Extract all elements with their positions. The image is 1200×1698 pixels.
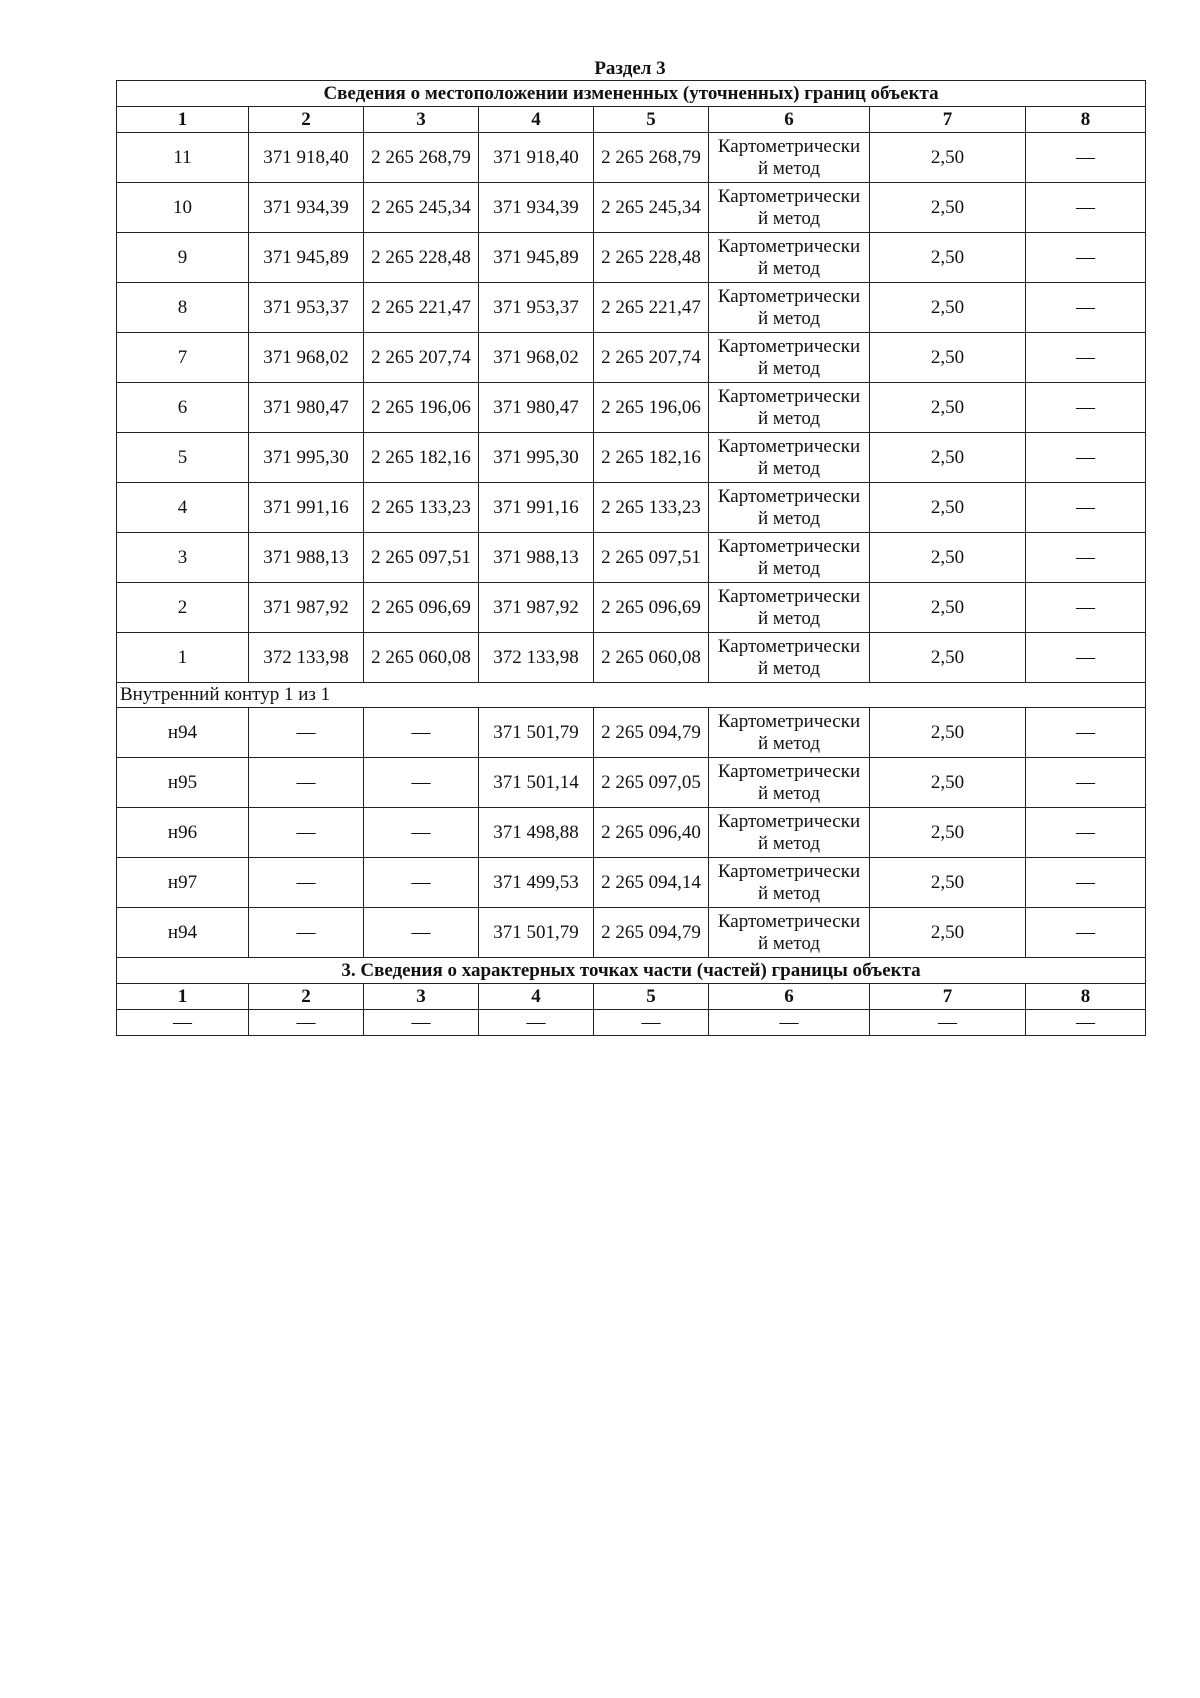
table-row [117,633,1146,683]
table-cell: — [364,708,479,758]
table-cell: 6 [117,383,249,433]
method-text: й метод [757,732,821,754]
table-cell: — [1026,433,1146,483]
table-cell: — [709,1010,870,1036]
method-text: й метод [757,832,821,854]
table-cell: — [364,808,479,858]
table-cell: — [1026,758,1146,808]
table-cell: 2 265 182,16 [594,433,709,483]
table-cell: 2 265 228,48 [594,233,709,283]
method-cell [709,583,870,633]
table-cell: — [364,858,479,908]
table-cell: 2,50 [870,233,1026,283]
table-cell: — [1026,908,1146,958]
table-cell: 371 995,30 [479,433,594,483]
table-cell: — [364,908,479,958]
table-cell: — [249,758,364,808]
table-cell: н97 [117,858,249,908]
method-text: Картометрически [717,810,861,832]
table-cell: — [249,1010,364,1036]
table-cell: 2 265 268,79 [594,133,709,183]
table-cell: 2 265 094,14 [594,858,709,908]
table-cell: 2,50 [870,433,1026,483]
method-cell [709,283,870,333]
method-cell [709,383,870,433]
method-text: й метод [757,157,821,179]
method-cell [709,533,870,583]
table-cell: 371 934,39 [249,183,364,233]
table-cell: 371 918,40 [249,133,364,183]
table-cell: — [479,1010,594,1036]
method-cell [709,908,870,958]
column-number: 1 [117,107,249,133]
table-cell: 1 [117,633,249,683]
method-text: й метод [757,207,821,229]
table-cell: — [117,1010,249,1036]
table-cell: 2,50 [870,633,1026,683]
section-title: Сведения о местоположении измененных (уточненных) границ объекта [117,81,1146,107]
table-cell: н95 [117,758,249,808]
column-number: 3 [364,107,479,133]
table-cell: — [1026,383,1146,433]
table-cell: 8 [117,283,249,333]
table-cell: — [364,1010,479,1036]
table-row [117,533,1146,583]
section-title: 3. Сведения о характерных точках части (частей) границы объекта [117,958,1146,984]
table-cell: 2,50 [870,708,1026,758]
method-cell [709,808,870,858]
table-cell: 371 987,92 [249,583,364,633]
column-number: 2 [249,984,364,1010]
contour-label: Внутренний контур 1 из 1 [117,683,1146,708]
method-text: Картометрически [717,535,861,557]
table-cell: 371 968,02 [479,333,594,383]
method-text: й метод [757,782,821,804]
table-cell: 2,50 [870,283,1026,333]
table-cell: 2,50 [870,808,1026,858]
table-row [117,283,1146,333]
column-number-row [117,107,1146,133]
table-cell: 2 265 097,05 [594,758,709,808]
table-cell: 2 265 228,48 [364,233,479,283]
table-cell: 371 953,37 [479,283,594,333]
empty-data-row [117,1010,1146,1036]
table-cell: 371 980,47 [479,383,594,433]
method-text: й метод [757,407,821,429]
column-number-row [117,984,1146,1010]
table-row [117,708,1146,758]
table-cell: н94 [117,708,249,758]
table-cell: 371 945,89 [249,233,364,283]
table-cell: 371 501,79 [479,908,594,958]
method-text: й метод [757,607,821,629]
table-cell: 371 945,89 [479,233,594,283]
table-row [117,483,1146,533]
table-cell: 2,50 [870,483,1026,533]
table-row [117,333,1146,383]
table-cell: 2 265 060,08 [364,633,479,683]
table-cell: 2 [117,583,249,633]
table-row [117,433,1146,483]
method-text: Картометрически [717,485,861,507]
column-number: 1 [117,984,249,1010]
method-text: й метод [757,657,821,679]
table-cell: — [1026,533,1146,583]
table-row [117,183,1146,233]
table-cell: 2 265 207,74 [364,333,479,383]
table-cell: 2 265 245,34 [594,183,709,233]
table-cell: 9 [117,233,249,283]
table-row [117,233,1146,283]
table-cell: 5 [117,433,249,483]
table-cell: — [1026,583,1146,633]
table-cell: 2,50 [870,333,1026,383]
method-cell [709,433,870,483]
table-cell: 371 995,30 [249,433,364,483]
method-text: Картометрически [717,285,861,307]
table-cell: 371 987,92 [479,583,594,633]
table-cell: н94 [117,908,249,958]
table-cell: 2,50 [870,533,1026,583]
table-cell: — [1026,483,1146,533]
table-cell: 10 [117,183,249,233]
table-cell: 371 501,14 [479,758,594,808]
method-text: Картометрически [717,860,861,882]
column-number: 7 [870,107,1026,133]
table-cell: 371 498,88 [479,808,594,858]
method-text: Картометрически [717,760,861,782]
method-text: Картометрически [717,385,861,407]
table-cell: — [1026,633,1146,683]
table-cell: 2 265 196,06 [364,383,479,433]
method-text: Картометрически [717,435,861,457]
column-number: 4 [479,984,594,1010]
table-cell: — [1026,233,1146,283]
table-cell: 2 265 097,51 [594,533,709,583]
table-row [117,858,1146,908]
table-cell: 2 265 096,69 [364,583,479,633]
table-cell: 371 988,13 [249,533,364,583]
table-cell: 371 934,39 [479,183,594,233]
method-text: Картометрически [717,335,861,357]
table-cell: 2 265 196,06 [594,383,709,433]
table-cell: 2 265 094,79 [594,908,709,958]
table-cell: — [1026,183,1146,233]
table-cell: 371 991,16 [479,483,594,533]
method-text: й метод [757,932,821,954]
column-number: 5 [594,107,709,133]
table-cell: 2 265 221,47 [594,283,709,333]
table-row [117,908,1146,958]
method-cell [709,333,870,383]
column-number: 3 [364,984,479,1010]
table-cell: 371 968,02 [249,333,364,383]
method-text: й метод [757,257,821,279]
table-cell: — [1026,283,1146,333]
table-cell: 7 [117,333,249,383]
table-cell: — [249,858,364,908]
method-cell [709,233,870,283]
table-cell: 2,50 [870,758,1026,808]
table-cell: 2,50 [870,858,1026,908]
column-number: 4 [479,107,594,133]
table-cell: 371 501,79 [479,708,594,758]
table-cell: — [1026,1010,1146,1036]
page-title: Раздел 3 [594,58,666,79]
table-cell: 2,50 [870,583,1026,633]
section-title-row [117,81,1146,107]
table-cell: 2 265 182,16 [364,433,479,483]
table-cell: 2 265 133,23 [594,483,709,533]
column-number: 5 [594,984,709,1010]
table-cell: н96 [117,808,249,858]
table-cell: 2 265 245,34 [364,183,479,233]
method-text: Картометрически [717,910,861,932]
table-cell: 371 980,47 [249,383,364,433]
method-text: й метод [757,357,821,379]
table-cell: 2,50 [870,908,1026,958]
table-cell: 2 265 094,79 [594,708,709,758]
method-text: Картометрически [717,135,861,157]
table-cell: 2 265 096,40 [594,808,709,858]
table-cell: 2 265 060,08 [594,633,709,683]
column-number: 7 [870,984,1026,1010]
table-cell: 371 953,37 [249,283,364,333]
table-cell: 371 988,13 [479,533,594,583]
method-cell [709,133,870,183]
table-cell: — [249,708,364,758]
method-text: Картометрически [717,185,861,207]
table-cell: 4 [117,483,249,533]
method-cell [709,858,870,908]
table-cell: — [1026,858,1146,908]
table-cell: 371 918,40 [479,133,594,183]
section-title-row [117,958,1146,984]
table-cell: 2 265 221,47 [364,283,479,333]
table-cell: 11 [117,133,249,183]
method-text: й метод [757,307,821,329]
table-cell: — [1026,133,1146,183]
method-text: й метод [757,882,821,904]
method-cell [709,758,870,808]
method-text: Картометрически [717,635,861,657]
table-cell: 2,50 [870,133,1026,183]
table-cell: 3 [117,533,249,583]
table-cell: 2 265 268,79 [364,133,479,183]
coordinates-table [116,80,1146,1036]
column-number: 6 [709,107,870,133]
table-row [117,758,1146,808]
table-cell: 372 133,98 [249,633,364,683]
method-cell [709,183,870,233]
column-number: 8 [1026,107,1146,133]
method-cell [709,633,870,683]
method-text: й метод [757,507,821,529]
column-number: 2 [249,107,364,133]
table-cell: 2 265 097,51 [364,533,479,583]
table-cell: — [1026,333,1146,383]
table-cell: — [870,1010,1026,1036]
table-cell: 2 265 096,69 [594,583,709,633]
table-row [117,808,1146,858]
table-cell: — [249,908,364,958]
table-row [117,133,1146,183]
table-cell: 2,50 [870,383,1026,433]
table-cell: 371 499,53 [479,858,594,908]
method-cell [709,483,870,533]
method-text: Картометрически [717,710,861,732]
table-cell: 371 991,16 [249,483,364,533]
table-cell: — [249,808,364,858]
method-cell [709,708,870,758]
table-cell: — [1026,808,1146,858]
column-number: 6 [709,984,870,1010]
table-cell: — [364,758,479,808]
table-cell: 2 265 207,74 [594,333,709,383]
table-cell: 2 265 133,23 [364,483,479,533]
method-text: Картометрически [717,585,861,607]
table-cell: 2,50 [870,183,1026,233]
table-cell: — [1026,708,1146,758]
table-row [117,583,1146,633]
column-number: 8 [1026,984,1146,1010]
method-text: Картометрически [717,235,861,257]
method-text: й метод [757,457,821,479]
method-text: й метод [757,557,821,579]
table-cell: 372 133,98 [479,633,594,683]
table-cell: — [594,1010,709,1036]
table-row [117,383,1146,433]
contour-label-row [117,683,1146,708]
